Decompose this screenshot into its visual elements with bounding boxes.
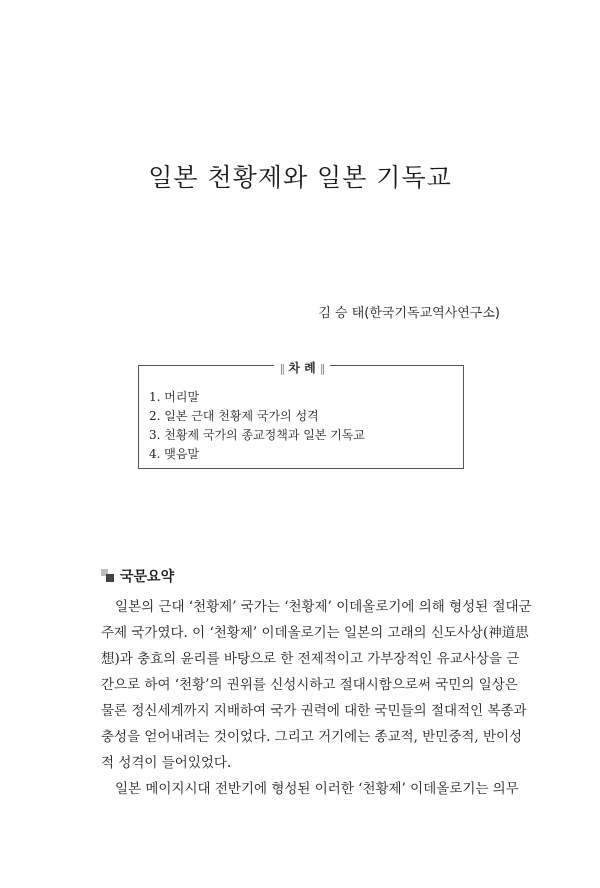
abstract-heading-label: 국문요약 bbox=[120, 569, 175, 585]
abstract-line: 간으로 하여 ‘천황’의 권위를 신성시하고 절대시함으로써 국민의 일상은 bbox=[101, 677, 518, 693]
toc-heading-wrap bbox=[139, 357, 465, 376]
toc-item: 2. 일본 근대 천황제 국가의 성격 bbox=[149, 409, 319, 423]
abstract-body bbox=[101, 594, 532, 802]
abstract-heading bbox=[101, 566, 174, 586]
abstract-line: 일본의 근대 ‘천황제’ 국가는 ‘천황제’ 이데올로기에 의해 형성된 절대군 bbox=[115, 599, 532, 615]
abstract-line: 물론 정신세계까지 지배하여 국가 권력에 대한 국민들의 절대적인 복종과 bbox=[101, 703, 527, 719]
square-bullet-icon bbox=[101, 569, 117, 583]
author-line: 김 승 태(한국기독교역사연구소) bbox=[318, 306, 500, 321]
toc-heading-right-bars: ‖ bbox=[319, 362, 325, 375]
toc-item: 1. 머리말 bbox=[149, 390, 200, 404]
toc-heading-label: 차 례 bbox=[288, 361, 316, 375]
abstract-line: 주제 국가였다. 이 ‘천황제’ 이데올로기는 일본의 고래의 신도사상(神道思 bbox=[101, 625, 529, 641]
table-of-contents bbox=[138, 361, 464, 469]
page-title: 일본 천황제와 일본 기독교 bbox=[148, 163, 452, 192]
toc-heading bbox=[274, 361, 331, 375]
abstract-line: 적 성격이 들어있었다. bbox=[101, 755, 232, 771]
toc-heading-left-bars: ‖ bbox=[279, 362, 285, 375]
abstract-line: 충성을 얻어내려는 것이었다. 그리고 거기에는 종교적, 반민중적, 반이성 bbox=[101, 729, 523, 745]
abstract-line: 想)과 충효의 윤리를 바탕으로 한 전제적이고 가부장적인 유교사상을 근 bbox=[101, 651, 520, 667]
abstract-line: 일본 메이지시대 전반기에 형성된 이러한 ‘천황제’ 이데올로기는 의무 bbox=[115, 781, 519, 797]
toc-item: 3. 천황제 국가의 종교정책과 일본 기독교 bbox=[149, 428, 365, 442]
toc-list bbox=[149, 388, 365, 464]
toc-item: 4. 맺음말 bbox=[149, 447, 200, 461]
